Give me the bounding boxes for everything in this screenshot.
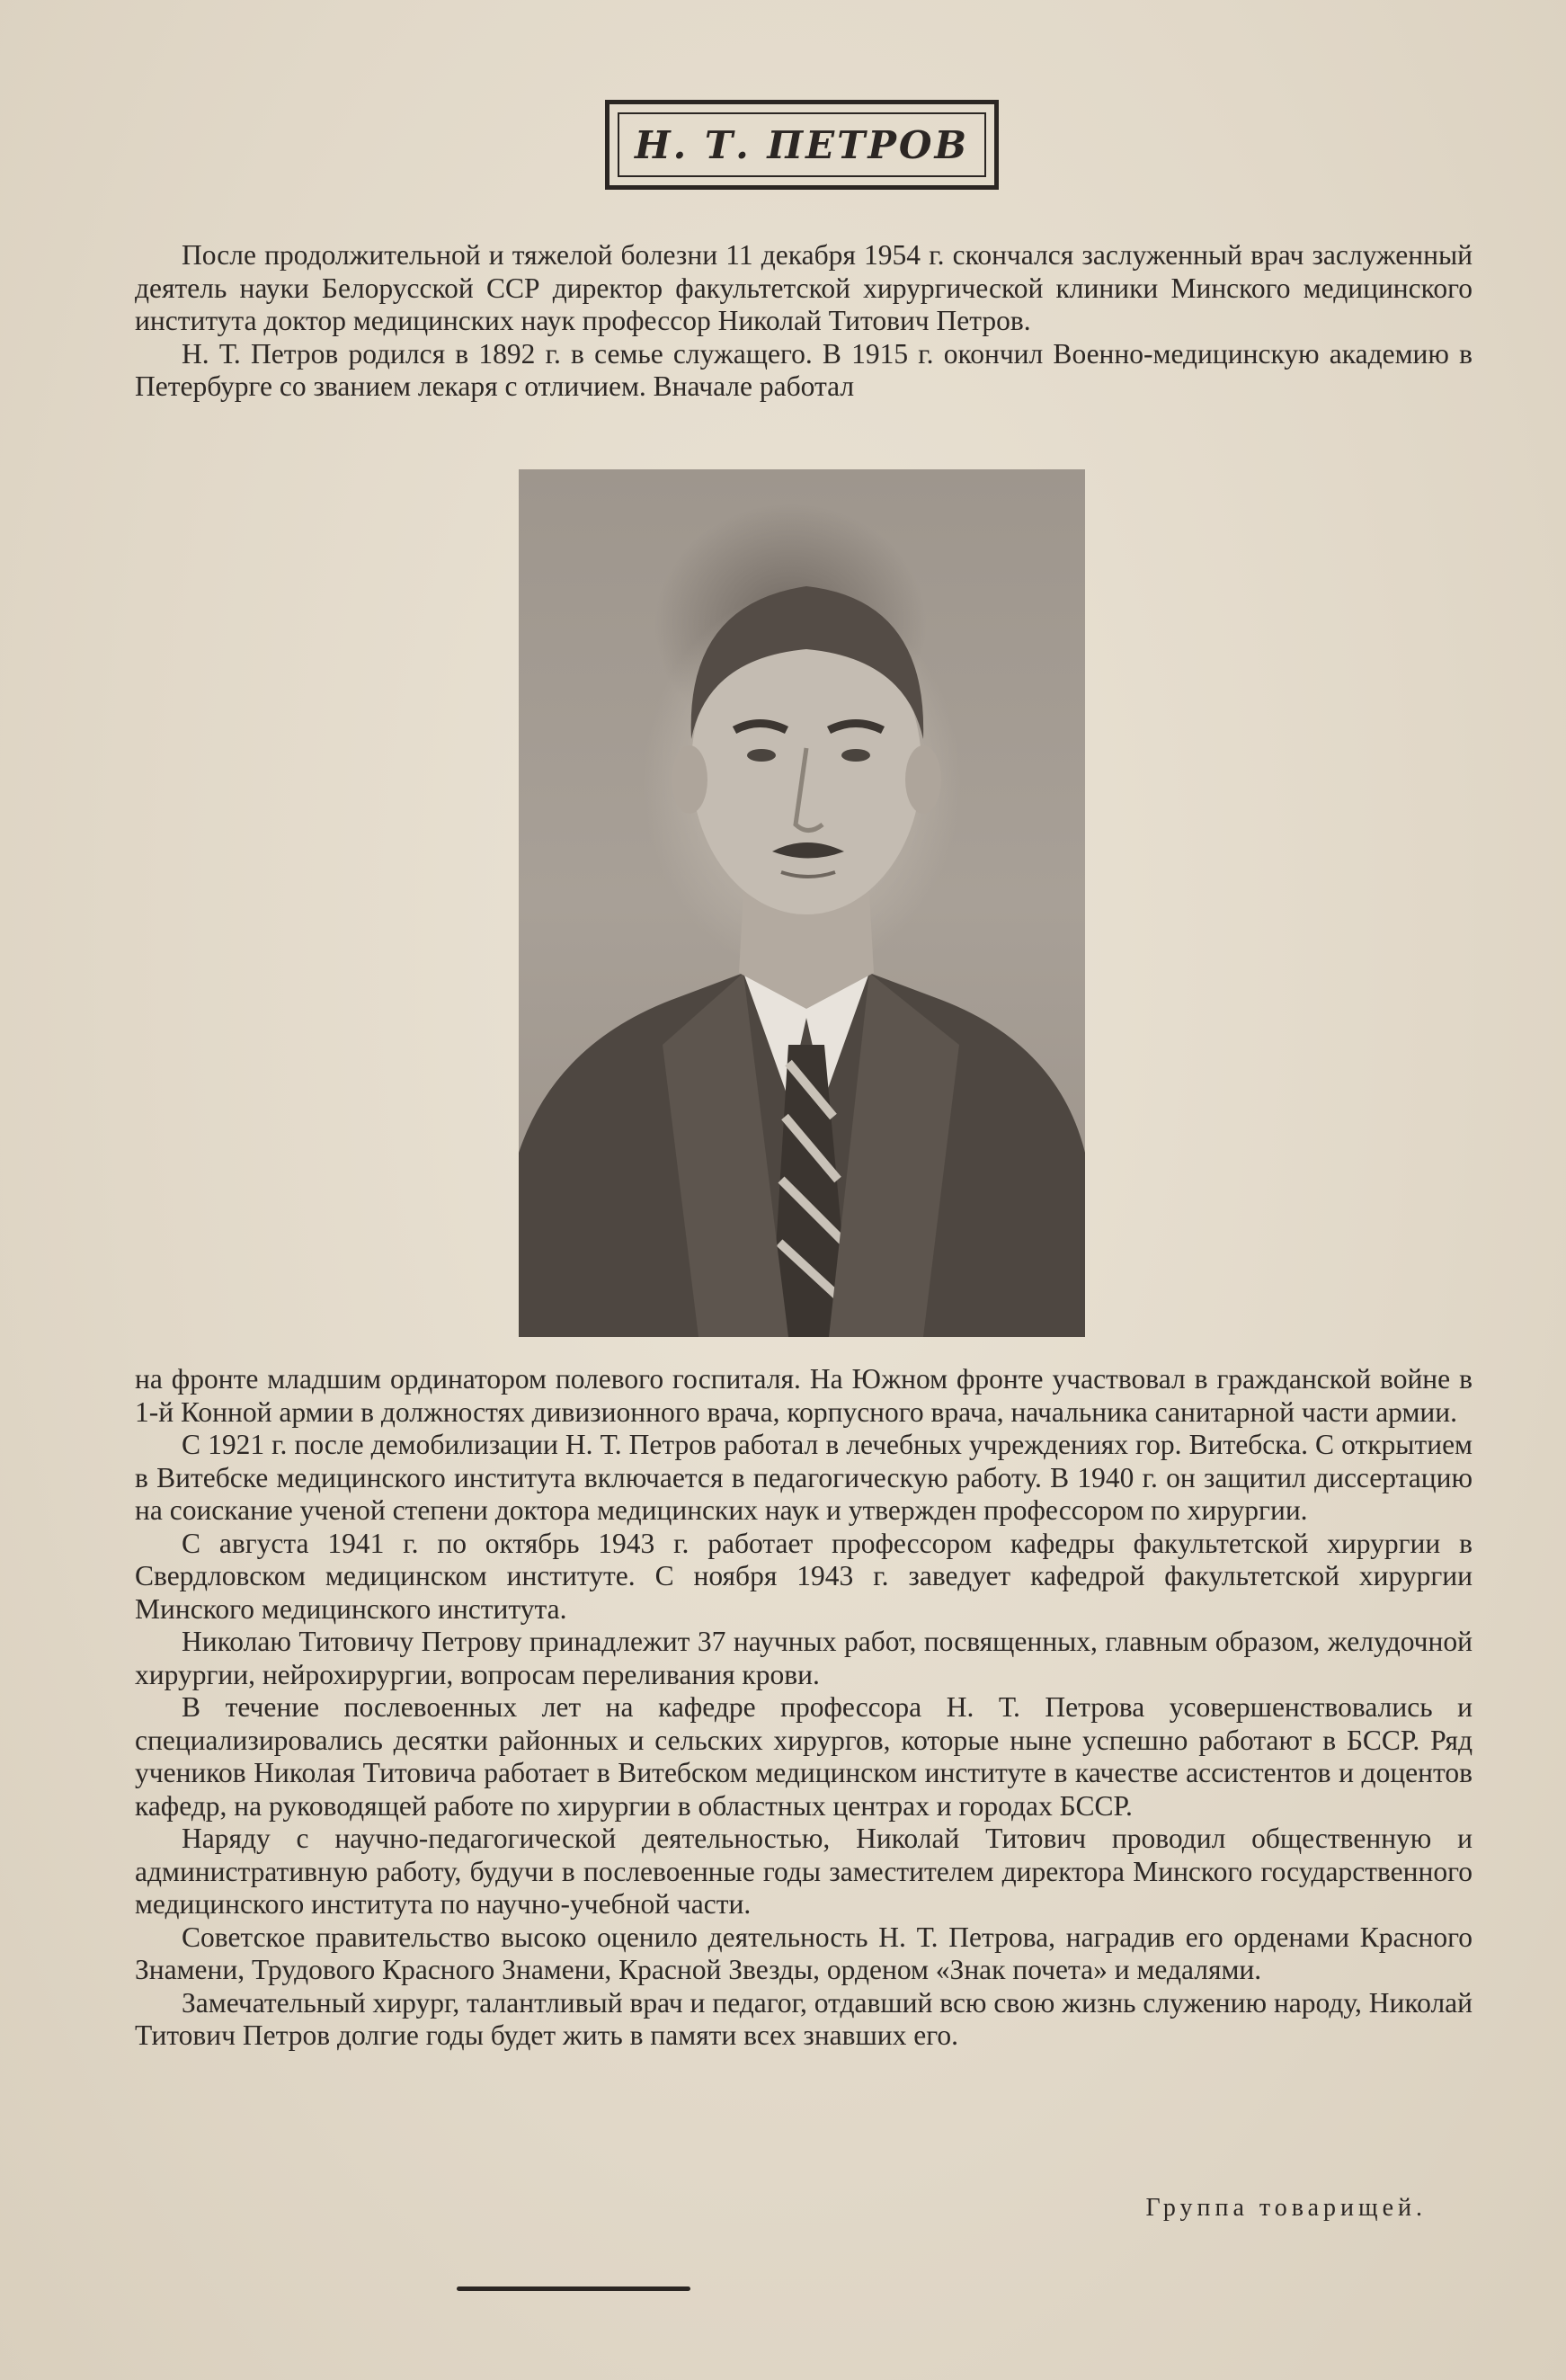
paragraph: Н. Т. Петров родился в 1892 г. в семье служащего. В 1915 г. окончил Военно-медицинскую академию в Петербурге со званием лекаря с отличием. Вначале работал <box>135 337 1473 402</box>
page-title: Н. Т. ПЕТРОВ <box>634 122 970 167</box>
signature: Группа товарищей. <box>1145 2194 1427 2222</box>
intro-text <box>135 239 1473 404</box>
paragraph: на фронте младшим ординатором полевого госпиталя. На Южном фронте участвовал в гражданской войне в 1-й Конной армии в должностях дивизионного врача, корпусного врача, начальника санитарной части армии. <box>135 1363 1473 1428</box>
paragraph: После продолжительной и тяжелой болезни 11 декабря 1954 г. скончался заслуженный врач заслуженный деятель науки Белорусской ССР директор факультетской хирургической клиники Минского медицинского института доктор медицинских наук профессор Николай Титович Петров. <box>135 239 1473 336</box>
portrait-illustration <box>519 469 1085 1337</box>
paragraph: Николаю Титовичу Петрову принадлежит 37 научных работ, посвященных, главным образом, желудочной хирургии, нейрохирургии, вопросам переливания крови. <box>135 1626 1473 1690</box>
paragraph: С 1921 г. после демобилизации Н. Т. Петров работал в лечебных учреждениях гор. Витебска. С открытием в Витебске медицинского института включается в педагогическую работу. В 1940 г. он защитил диссертацию на соискание ученой степени доктора медицинских наук и утвержден профессором по хирургии. <box>135 1429 1473 1526</box>
paragraph: В течение послевоенных лет на кафедре профессора Н. Т. Петрова усовершенствовались и специализировались десятки районных и сельских хирургов, которые ныне успешно работают в БССР. Ряд учеников Николая Титовича работает в Витебском медицинском институте в качестве ассистентов и доцентов кафедр, на руководящей работе по хирургии в областных центрах и городах БССР. <box>135 1691 1473 1822</box>
closing-rule <box>457 2286 690 2291</box>
paragraph: Наряду с научно-педагогической деятельностью, Николай Титович проводил общественную и административную работу, будучи в послевоенные годы заместителем директора Минского государственного медицинского института по научно-учебной части. <box>135 1823 1473 1920</box>
title-frame <box>605 100 999 190</box>
paragraph: С августа 1941 г. по октябрь 1943 г. работает профессором кафедры факультетской хирургии в Свердловском медицинском институте. С ноября 1943 г. заведует кафедрой факультетской хирургии Минского медицинского института. <box>135 1527 1473 1625</box>
paragraph: Советское правительство высоко оценило деятельность Н. Т. Петрова, наградив его орденами Красного Знамени, Трудового Красного Знамени, Красной Звезды, орденом «Знак почета» и медалями. <box>135 1921 1473 1985</box>
paragraph: Замечательный хирург, талантливый врач и педагог, отдавший всю свою жизнь служению народу, Николай Титович Петров долгие годы будет жить в памяти всех знавших его. <box>135 1986 1473 2051</box>
portrait-photo <box>519 469 1085 1337</box>
body-text <box>135 1363 1473 2053</box>
